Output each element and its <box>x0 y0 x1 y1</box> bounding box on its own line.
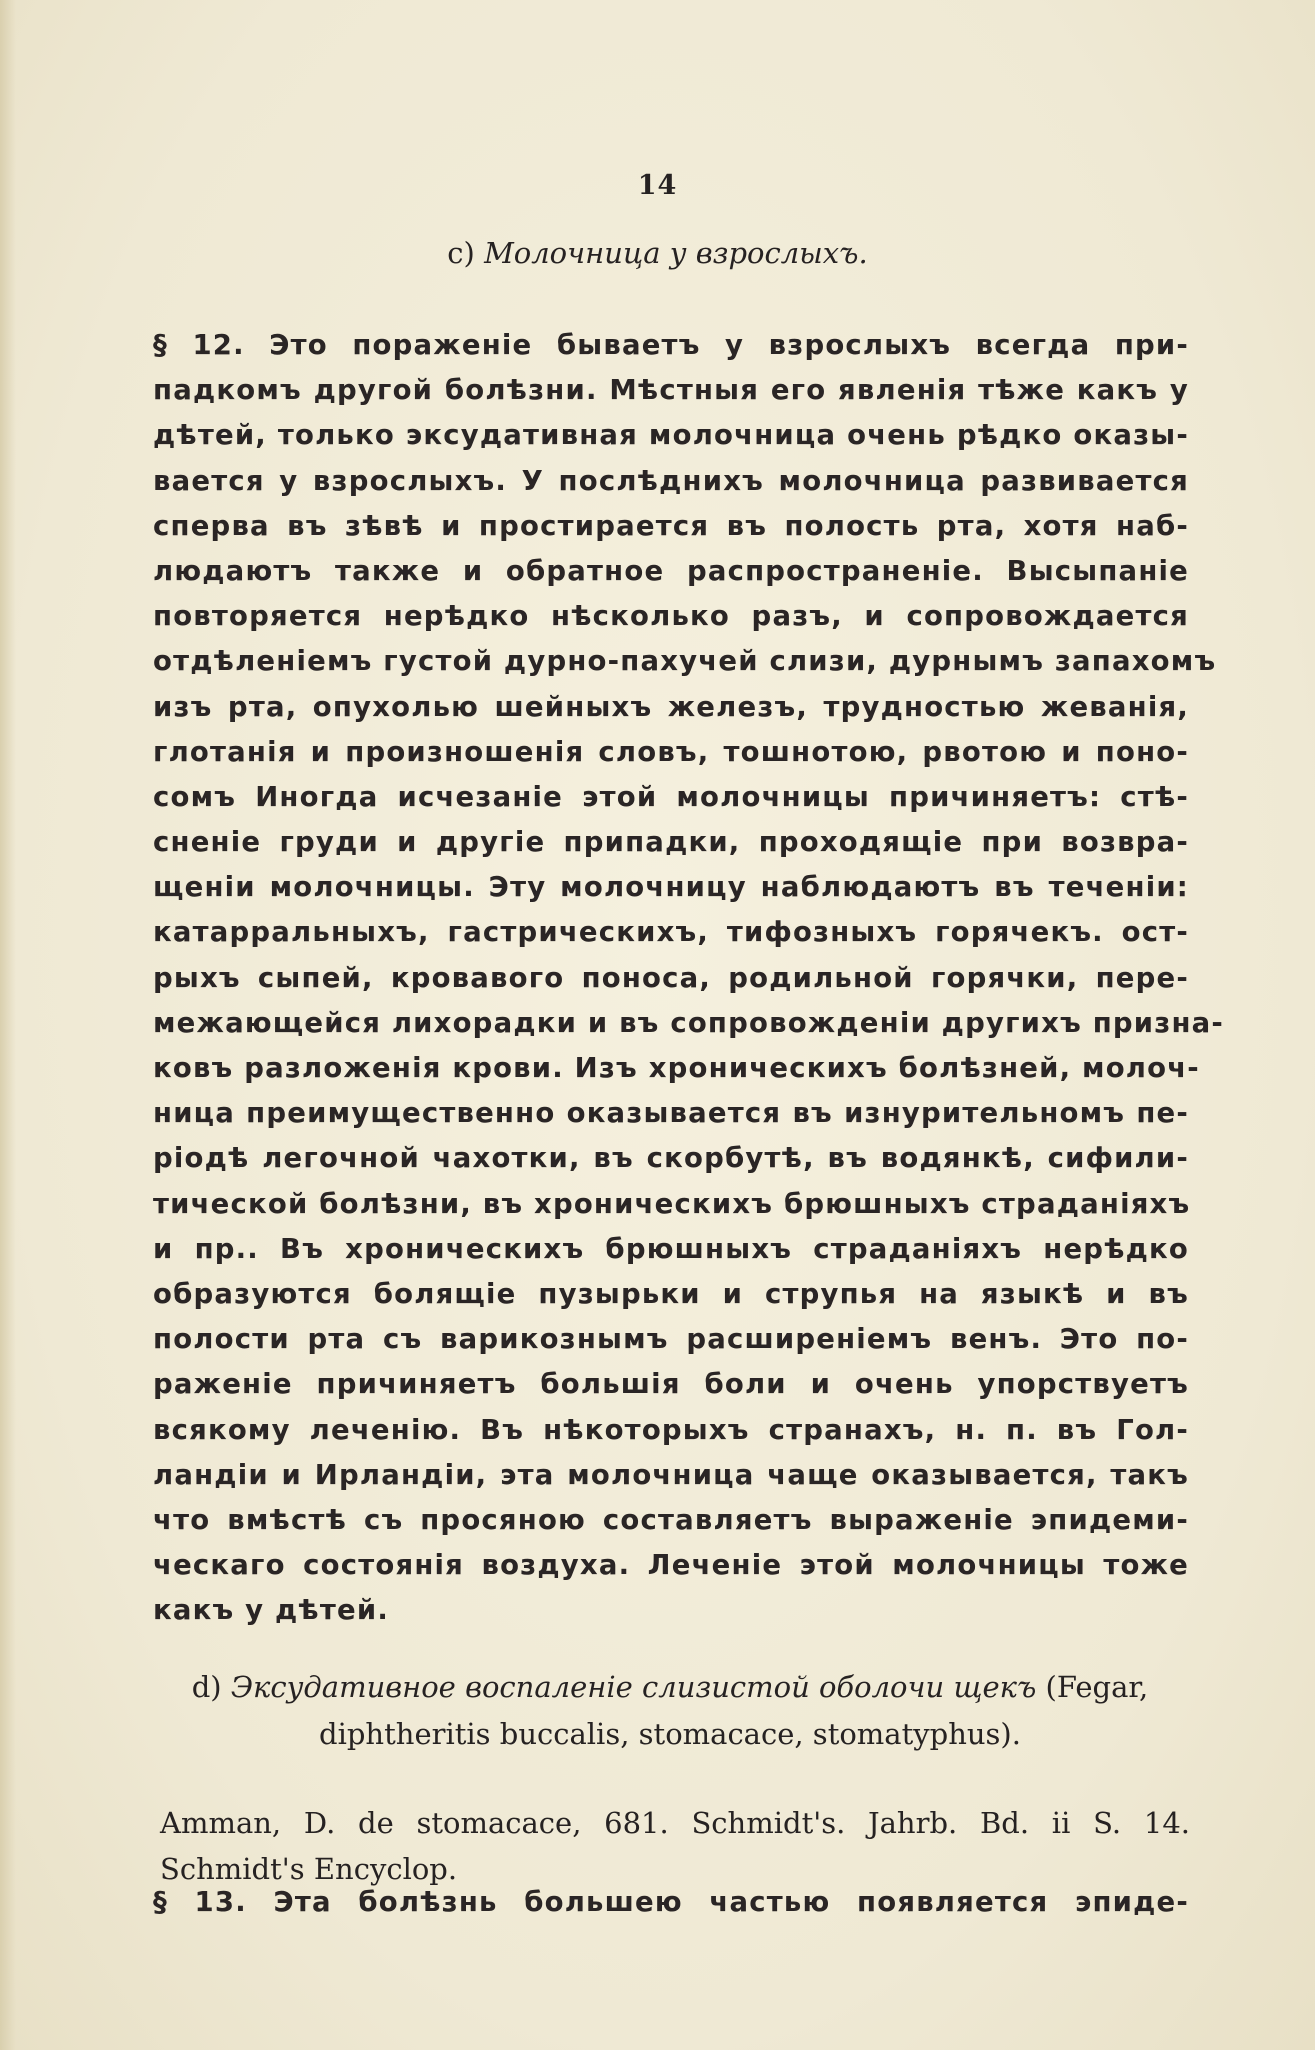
paragraph-line: что вмѣстѣ съ просяною составляетъ выраженіе эпидеми- <box>153 1503 1189 1536</box>
bibliographic-reference <box>160 1800 1190 1892</box>
paragraph-line: межающейся лихорадки и въ сопровожденіи другихъ призна- <box>153 1006 1225 1039</box>
paragraph-line: катарральныхъ, гастрическихъ, тифозныхъ горячекъ. ост- <box>153 916 1189 949</box>
paragraph-line: какъ у дѣтей. <box>153 1594 389 1627</box>
paragraph-line: образуются болящіе пузырьки и струпья на языкѣ и въ <box>153 1277 1189 1310</box>
paragraph-line: глотанія и произношенія словъ, тошнотою, рвотою и поно- <box>153 735 1189 768</box>
paragraph-line: ріодѣ легочной чахотки, въ скорбутѣ, въ водянкѣ, сифили- <box>153 1142 1189 1175</box>
paragraph-line: падкомъ другой болѣзни. Мѣстныя его явленія тѣже какъ у <box>153 374 1189 407</box>
paragraph-line: всякому леченію. Въ нѣкоторыхъ странахъ, н. п. въ Гол- <box>153 1413 1189 1446</box>
section-d-title: Эксудативное воспаленіе слизистой оболочи щекъ <box>230 1670 1037 1704</box>
paragraph-line: тической болѣзни, въ хроническихъ брюшныхъ страданіяхъ <box>153 1187 1191 1220</box>
paragraph-13 <box>153 1880 1189 1925</box>
section-c-label: c) <box>447 236 475 270</box>
section-d-latin-2: diphtheritis buccalis, stomacace, stomatyphus). <box>319 1717 1021 1751</box>
paragraph-line: и пр.. Въ хроническихъ брюшныхъ страданіяхъ нерѣдко <box>153 1232 1189 1265</box>
section-d-heading <box>160 1664 1180 1758</box>
paragraph-line: ковъ разложенія крови. Изъ хроническихъ болѣзней, молоч- <box>153 1052 1200 1084</box>
paragraph-line: дѣтей, только эксудативная молочница очень рѣдко оказы- <box>153 419 1189 452</box>
paragraph-line: сненіе груди и другіе припадки, проходящіе при возвра- <box>153 826 1189 859</box>
paragraph-line: повторяется нерѣдко нѣсколько разъ, и сопровождается <box>153 600 1189 633</box>
paragraph-line: полости рта съ варикознымъ расширеніемъ венъ. Это по- <box>153 1323 1189 1356</box>
paragraph-line: ландіи и Ирландіи, эта молочница чаще оказывается, такъ <box>153 1458 1189 1491</box>
paragraph-12 <box>153 323 1225 1633</box>
paragraph-line: отдѣленіемъ густой дурно-пахучей слизи, дурнымъ запахомъ <box>153 645 1217 678</box>
section-d-label: d) <box>191 1670 222 1704</box>
section-c-heading <box>0 236 1315 270</box>
paragraph-line: § 12. Это пораженіе бываетъ у взрослыхъ всегда при- <box>153 329 1189 361</box>
paragraph-line: раженіе причиняетъ большія боли и очень упорствуетъ <box>153 1368 1189 1401</box>
paragraph-line: § 13. Эта болѣзнь большею частью появляется эпиде- <box>153 1886 1189 1918</box>
paragraph-line: щеніи молочницы. Эту молочницу наблюдаютъ въ теченіи: <box>153 871 1189 904</box>
page-edge-shadow <box>0 0 16 2050</box>
paragraph-line: сперва въ зѣвѣ и простирается въ полость рта, хотя наб- <box>153 509 1189 542</box>
reference-line: Schmidt's Encyclop. <box>160 1852 458 1886</box>
page-number: 14 <box>637 170 678 201</box>
paragraph-line: изъ рта, опухолью шейныхъ железъ, трудностью жеванія, <box>153 690 1189 723</box>
section-c-title: Молочница у взрослыхъ. <box>484 236 868 270</box>
paragraph-line: сомъ Иногда исчезаніе этой молочницы причиняетъ: стѣ- <box>153 780 1189 813</box>
paragraph-line: вается у взрослыхъ. У послѣднихъ молочница развивается <box>153 464 1189 497</box>
paragraph-line: ница преимущественно оказывается въ изнурительномъ пе- <box>153 1097 1189 1130</box>
section-d-latin-1: (Fegar, <box>1045 1670 1149 1704</box>
paragraph-line: ческаго состоянія воздуха. Леченіе этой молочницы тоже <box>153 1549 1189 1582</box>
paragraph-line: людаютъ также и обратное распространеніе. Высыпаніе <box>153 554 1189 587</box>
paragraph-line: рыхъ сыпей, кровавого поноса, родильной горячки, пере- <box>153 961 1189 994</box>
reference-line: Amman, D. de stomacace, 681. Schmidt's. Jahrb. Bd. ii S. 14. <box>160 1806 1190 1840</box>
